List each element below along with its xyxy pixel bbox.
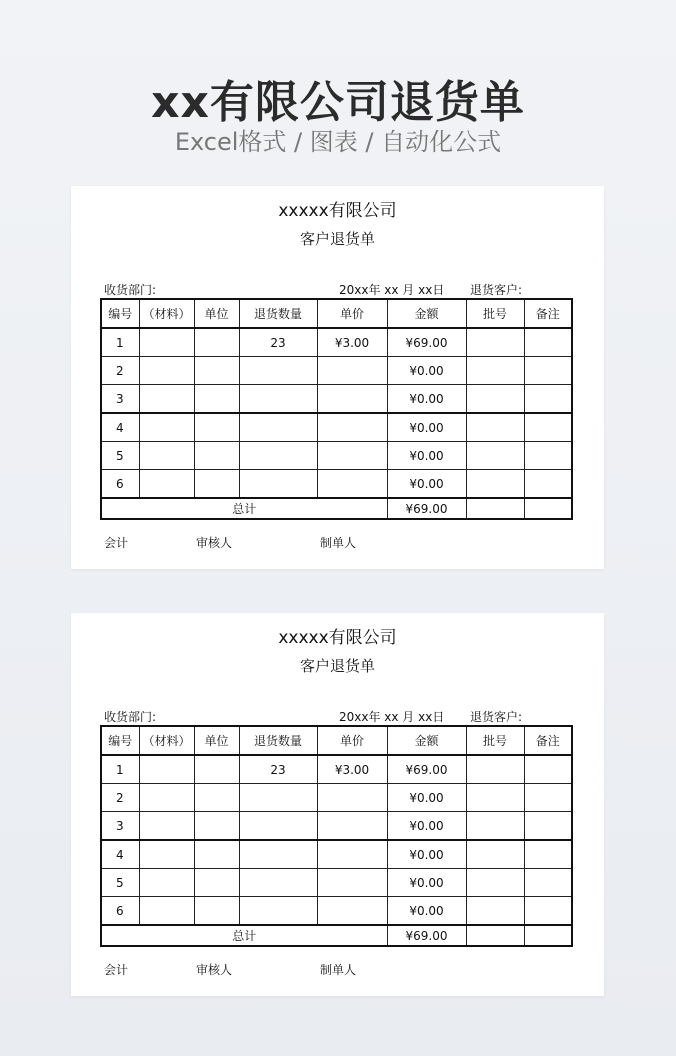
row-no-cell[interactable]: 3 bbox=[101, 385, 139, 414]
table-row bbox=[101, 812, 572, 841]
row-material-cell[interactable] bbox=[139, 784, 194, 812]
row-batch-cell[interactable] bbox=[466, 442, 524, 470]
table-row bbox=[101, 357, 572, 385]
table-row bbox=[101, 442, 572, 470]
row-price-cell[interactable] bbox=[317, 385, 387, 414]
return-form-sheet bbox=[71, 613, 604, 996]
row-qty-cell[interactable] bbox=[239, 812, 317, 841]
row-material-cell[interactable] bbox=[139, 812, 194, 841]
return-table bbox=[100, 298, 573, 520]
row-unit-cell[interactable] bbox=[194, 357, 239, 385]
row-unit-cell[interactable] bbox=[194, 812, 239, 841]
reviewer-label: 审核人 bbox=[196, 536, 233, 550]
row-no-cell[interactable]: 1 bbox=[101, 755, 139, 784]
row-price-cell[interactable] bbox=[317, 442, 387, 470]
row-amount-cell[interactable]: ¥69.00 bbox=[387, 328, 466, 357]
row-batch-cell[interactable] bbox=[466, 869, 524, 897]
table-row bbox=[101, 413, 572, 442]
row-qty-cell[interactable] bbox=[239, 470, 317, 499]
row-qty-cell[interactable] bbox=[239, 385, 317, 414]
row-qty-cell[interactable]: 23 bbox=[239, 755, 317, 784]
row-batch-cell[interactable] bbox=[466, 470, 524, 499]
row-note-cell[interactable] bbox=[524, 328, 572, 357]
row-no-cell[interactable]: 5 bbox=[101, 869, 139, 897]
row-batch-cell[interactable] bbox=[466, 784, 524, 812]
table-row bbox=[101, 755, 572, 784]
header-qty: 退货数量 bbox=[239, 726, 317, 755]
total-amount: ¥69.00 bbox=[387, 498, 466, 519]
row-batch-cell[interactable] bbox=[466, 328, 524, 357]
row-unit-cell[interactable] bbox=[194, 840, 239, 869]
row-price-cell[interactable] bbox=[317, 812, 387, 841]
return-table bbox=[100, 725, 573, 947]
total-note-cell bbox=[524, 925, 572, 946]
header-price: 单价 bbox=[317, 726, 387, 755]
row-no-cell[interactable]: 3 bbox=[101, 812, 139, 841]
maker-label: 制单人 bbox=[320, 536, 357, 550]
total-batch-cell bbox=[466, 925, 524, 946]
row-note-cell[interactable] bbox=[524, 413, 572, 442]
row-material-cell[interactable] bbox=[139, 840, 194, 869]
row-amount-cell[interactable]: ¥0.00 bbox=[387, 840, 466, 869]
return-form-sheet bbox=[71, 186, 604, 569]
accountant-label: 会计 bbox=[104, 536, 129, 550]
row-note-cell[interactable] bbox=[524, 869, 572, 897]
row-unit-cell[interactable] bbox=[194, 442, 239, 470]
header-note: 备注 bbox=[524, 299, 572, 328]
row-unit-cell[interactable] bbox=[194, 413, 239, 442]
header-material: （材料） bbox=[139, 726, 194, 755]
row-material-cell[interactable] bbox=[139, 328, 194, 357]
row-no-cell[interactable]: 4 bbox=[101, 840, 139, 869]
table-row bbox=[101, 840, 572, 869]
total-label: 总计 bbox=[101, 925, 387, 946]
row-price-cell[interactable] bbox=[317, 869, 387, 897]
page-title: xx有限公司退货单 bbox=[151, 77, 525, 128]
header-unit: 单位 bbox=[194, 726, 239, 755]
row-amount-cell[interactable]: ¥0.00 bbox=[387, 784, 466, 812]
table-row bbox=[101, 470, 572, 499]
row-material-cell[interactable] bbox=[139, 357, 194, 385]
header-note: 备注 bbox=[524, 726, 572, 755]
row-material-cell[interactable] bbox=[139, 470, 194, 499]
row-note-cell[interactable] bbox=[524, 442, 572, 470]
row-unit-cell[interactable] bbox=[194, 897, 239, 926]
total-amount: ¥69.00 bbox=[387, 925, 466, 946]
row-unit-cell[interactable] bbox=[194, 784, 239, 812]
receiving-dept-label: 收货部门: bbox=[104, 710, 157, 724]
row-price-cell[interactable]: ¥3.00 bbox=[317, 755, 387, 784]
row-unit-cell[interactable] bbox=[194, 385, 239, 414]
header-batch: 批号 bbox=[466, 726, 524, 755]
row-amount-cell[interactable]: ¥0.00 bbox=[387, 357, 466, 385]
row-material-cell[interactable] bbox=[139, 413, 194, 442]
row-qty-cell[interactable] bbox=[239, 897, 317, 926]
form-date: 20xx年 xx 月 xx日 bbox=[339, 283, 445, 297]
row-material-cell[interactable] bbox=[139, 897, 194, 926]
row-amount-cell[interactable]: ¥0.00 bbox=[387, 385, 466, 414]
row-batch-cell[interactable] bbox=[466, 812, 524, 841]
row-no-cell[interactable]: 2 bbox=[101, 357, 139, 385]
total-label: 总计 bbox=[101, 498, 387, 519]
row-note-cell[interactable] bbox=[524, 812, 572, 841]
row-price-cell[interactable] bbox=[317, 897, 387, 926]
row-batch-cell[interactable] bbox=[466, 385, 524, 414]
row-batch-cell[interactable] bbox=[466, 413, 524, 442]
receiving-dept-label: 收货部门: bbox=[104, 283, 157, 297]
accountant-label: 会计 bbox=[104, 963, 129, 977]
table-row bbox=[101, 385, 572, 414]
row-note-cell[interactable] bbox=[524, 840, 572, 869]
row-unit-cell[interactable] bbox=[194, 328, 239, 357]
row-note-cell[interactable] bbox=[524, 357, 572, 385]
row-batch-cell[interactable] bbox=[466, 897, 524, 926]
reviewer-label: 审核人 bbox=[196, 963, 233, 977]
total-row bbox=[101, 925, 572, 946]
company-name: xxxxx有限公司 bbox=[278, 201, 397, 221]
row-note-cell[interactable] bbox=[524, 784, 572, 812]
row-amount-cell[interactable]: ¥0.00 bbox=[387, 812, 466, 841]
row-no-cell[interactable]: 4 bbox=[101, 413, 139, 442]
header-price: 单价 bbox=[317, 299, 387, 328]
row-price-cell[interactable] bbox=[317, 413, 387, 442]
row-batch-cell[interactable] bbox=[466, 755, 524, 784]
row-amount-cell[interactable]: ¥69.00 bbox=[387, 755, 466, 784]
row-unit-cell[interactable] bbox=[194, 755, 239, 784]
row-no-cell[interactable]: 1 bbox=[101, 328, 139, 357]
row-no-cell[interactable]: 5 bbox=[101, 442, 139, 470]
row-qty-cell[interactable] bbox=[239, 840, 317, 869]
row-qty-cell[interactable] bbox=[239, 442, 317, 470]
row-qty-cell[interactable] bbox=[239, 869, 317, 897]
row-batch-cell[interactable] bbox=[466, 840, 524, 869]
row-price-cell[interactable] bbox=[317, 470, 387, 499]
table-row bbox=[101, 897, 572, 926]
total-note-cell bbox=[524, 498, 572, 519]
page-subtitle: Excel格式 / 图表 / 自动化公式 bbox=[174, 128, 502, 156]
row-qty-cell[interactable] bbox=[239, 357, 317, 385]
row-material-cell[interactable] bbox=[139, 385, 194, 414]
row-note-cell[interactable] bbox=[524, 755, 572, 784]
row-note-cell[interactable] bbox=[524, 470, 572, 499]
total-batch-cell bbox=[466, 498, 524, 519]
row-price-cell[interactable] bbox=[317, 840, 387, 869]
header-qty: 退货数量 bbox=[239, 299, 317, 328]
row-amount-cell[interactable]: ¥0.00 bbox=[387, 869, 466, 897]
row-unit-cell[interactable] bbox=[194, 470, 239, 499]
row-note-cell[interactable] bbox=[524, 385, 572, 414]
row-batch-cell[interactable] bbox=[466, 357, 524, 385]
row-unit-cell[interactable] bbox=[194, 869, 239, 897]
return-customer-label: 退货客户: bbox=[470, 710, 523, 724]
row-amount-cell[interactable]: ¥0.00 bbox=[387, 897, 466, 926]
row-price-cell[interactable]: ¥3.00 bbox=[317, 328, 387, 357]
row-material-cell[interactable] bbox=[139, 755, 194, 784]
row-amount-cell[interactable]: ¥0.00 bbox=[387, 413, 466, 442]
row-qty-cell[interactable] bbox=[239, 784, 317, 812]
row-no-cell[interactable]: 6 bbox=[101, 897, 139, 926]
row-price-cell[interactable] bbox=[317, 784, 387, 812]
header-no: 编号 bbox=[101, 299, 139, 328]
table-row bbox=[101, 869, 572, 897]
header-no: 编号 bbox=[101, 726, 139, 755]
row-amount-cell[interactable]: ¥0.00 bbox=[387, 470, 466, 499]
form-title: 客户退货单 bbox=[299, 230, 375, 248]
header-unit: 单位 bbox=[194, 299, 239, 328]
table-row bbox=[101, 328, 572, 357]
total-row bbox=[101, 498, 572, 519]
row-note-cell[interactable] bbox=[524, 897, 572, 926]
form-date: 20xx年 xx 月 xx日 bbox=[339, 710, 445, 724]
form-title: 客户退货单 bbox=[299, 657, 375, 675]
row-no-cell[interactable]: 2 bbox=[101, 784, 139, 812]
return-customer-label: 退货客户: bbox=[470, 283, 523, 297]
company-name: xxxxx有限公司 bbox=[278, 628, 397, 648]
row-qty-cell[interactable]: 23 bbox=[239, 328, 317, 357]
row-qty-cell[interactable] bbox=[239, 413, 317, 442]
table-row bbox=[101, 784, 572, 812]
header-amount: 金额 bbox=[387, 299, 466, 328]
header-material: （材料） bbox=[139, 299, 194, 328]
maker-label: 制单人 bbox=[320, 963, 357, 977]
header-batch: 批号 bbox=[466, 299, 524, 328]
row-amount-cell[interactable]: ¥0.00 bbox=[387, 442, 466, 470]
header-amount: 金额 bbox=[387, 726, 466, 755]
row-no-cell[interactable]: 6 bbox=[101, 470, 139, 499]
row-price-cell[interactable] bbox=[317, 357, 387, 385]
row-material-cell[interactable] bbox=[139, 869, 194, 897]
row-material-cell[interactable] bbox=[139, 442, 194, 470]
